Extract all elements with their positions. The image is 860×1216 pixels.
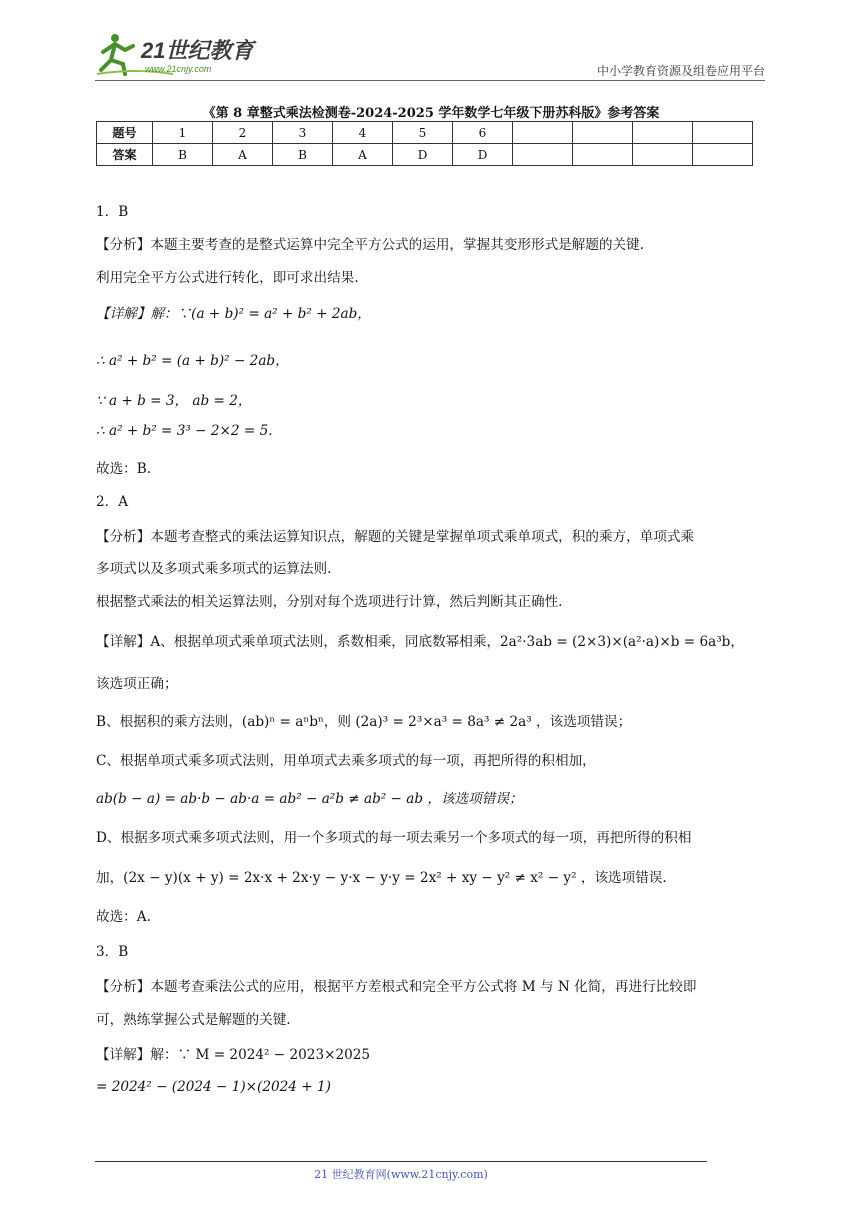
page-header xyxy=(95,30,765,80)
table-cell: 5 xyxy=(393,122,453,144)
table-cell: D xyxy=(453,144,513,166)
table-cell xyxy=(573,144,633,166)
table-cell xyxy=(513,144,573,166)
q3-detail-step2: = 2024² − (2024 − 1)×(2024 + 1) xyxy=(96,1079,331,1095)
q1-detail-step2: ∴ a² + b² = (a + b)² − 2ab， xyxy=(96,353,289,369)
q1-choice: 故选：B. xyxy=(96,461,152,477)
footer-source: 21 世纪教育网(www.21cnjy.com) xyxy=(314,1168,488,1181)
q1-analysis: 【分析】本题主要考查的是整式运算中完全平方公式的运用，掌握其变形形式是解题的关键. xyxy=(96,237,645,253)
table-cell: B xyxy=(153,144,213,166)
table-cell: A xyxy=(333,144,393,166)
table-cell: D xyxy=(393,144,453,166)
table-cell: 6 xyxy=(453,122,513,144)
table-cell xyxy=(693,144,753,166)
q2-analysis: 【分析】本题考查整式的乘法运算知识点，解题的关键是掌握单项式乘单项式，积的乘方，单项式乘 xyxy=(96,529,695,545)
q2-analysis-cont: 多项式以及多项式乘多项式的运算法则. xyxy=(96,561,332,577)
table-cell: 1 xyxy=(153,122,213,144)
document-title: 《第 8 章整式乘法检测卷-2024-2025 学年数学七年级下册苏科版》参考答案 xyxy=(202,106,660,121)
q2-detail-d-formula: 加，(2x − y)(x + y) = 2x·x + 2x·y − y·x − y·y = 2x² + xy − y² ≠ x² − y² ，该选项错误. xyxy=(96,870,667,886)
platform-name: 中小学教育资源及组卷应用平台 xyxy=(596,64,765,78)
q1-analysis-cont: 利用完全平方公式进行转化，即可求出结果. xyxy=(96,270,359,286)
logo-21cnjy xyxy=(95,30,265,78)
q2-detail-c: C、根据单项式乘多项式法则，用单项式去乘多项式的每一项，再把所得的积相加， xyxy=(96,753,596,769)
q2-choice: 故选：A. xyxy=(96,909,151,925)
logo-url: www.21cnjy.com xyxy=(145,64,212,74)
q3-detail-step1: 【详解】解：∵ M = 2024² − 2023×2025 xyxy=(96,1047,371,1063)
footer-divider xyxy=(95,1161,707,1162)
table-cell xyxy=(513,122,573,144)
q1-detail-step1: 【详解】解：∵(a + b)² = a² + b² + 2ab， xyxy=(96,306,371,322)
table-cell xyxy=(573,122,633,144)
q2-detail-a: 【详解】A、根据单项式乘单项式法则，系数相乘，同底数幂相乘，2a²·3ab = (2×3)×(a²·a)×b = 6a³b， xyxy=(96,634,744,650)
table-row xyxy=(97,122,753,144)
table-cell xyxy=(693,122,753,144)
q2-detail-c-formula: ab(b − a) = ab·b − ab·a = ab² − a²b ≠ ab² − ab ，该选项错误； xyxy=(96,791,523,807)
q3-analysis: 【分析】本题考查乘法公式的应用，根据平方差根式和完全平方公式将 M 与 N 化简，再进行比较即 xyxy=(96,979,697,995)
answer-table xyxy=(96,121,753,166)
header-divider xyxy=(95,80,765,81)
table-cell: 3 xyxy=(273,122,333,144)
row-header-number: 题号 xyxy=(97,122,153,144)
q3-analysis-cont: 可，熟练掌握公式是解题的关键. xyxy=(96,1012,291,1028)
q2-detail-a-result: 该选项正确； xyxy=(96,676,178,692)
table-cell: A xyxy=(213,144,273,166)
table-cell xyxy=(633,122,693,144)
table-row xyxy=(97,144,753,166)
table-cell: B xyxy=(273,144,333,166)
q1-detail-step4: ∴ a² + b² = 3³ − 2×2 = 5. xyxy=(96,423,273,439)
table-cell: 4 xyxy=(333,122,393,144)
logo-text: 21世纪教育 xyxy=(141,38,254,63)
q1-detail-step3: ∵ a + b = 3， ab = 2， xyxy=(96,393,252,409)
question-2-number: 2．A xyxy=(96,494,129,510)
question-1-number: 1．B xyxy=(96,204,129,220)
q2-detail-d: D、根据多项式乘多项式法则，用一个多项式的每一项去乘另一个多项式的每一项，再把所得的积相 xyxy=(96,830,692,846)
question-3-number: 3．B xyxy=(96,944,129,960)
q2-detail-b: B、根据积的乘方法则，(ab)ⁿ = aⁿbⁿ，则 (2a)³ = 2³×a³ = 8a³ ≠ 2a³ ，该选项错误； xyxy=(96,714,632,730)
q2-analysis-cont2: 根据整式乘法的相关运算法则，分别对每个选项进行计算，然后判断其正确性. xyxy=(96,594,563,610)
table-cell: 2 xyxy=(213,122,273,144)
row-header-answer: 答案 xyxy=(97,144,153,166)
table-cell xyxy=(633,144,693,166)
